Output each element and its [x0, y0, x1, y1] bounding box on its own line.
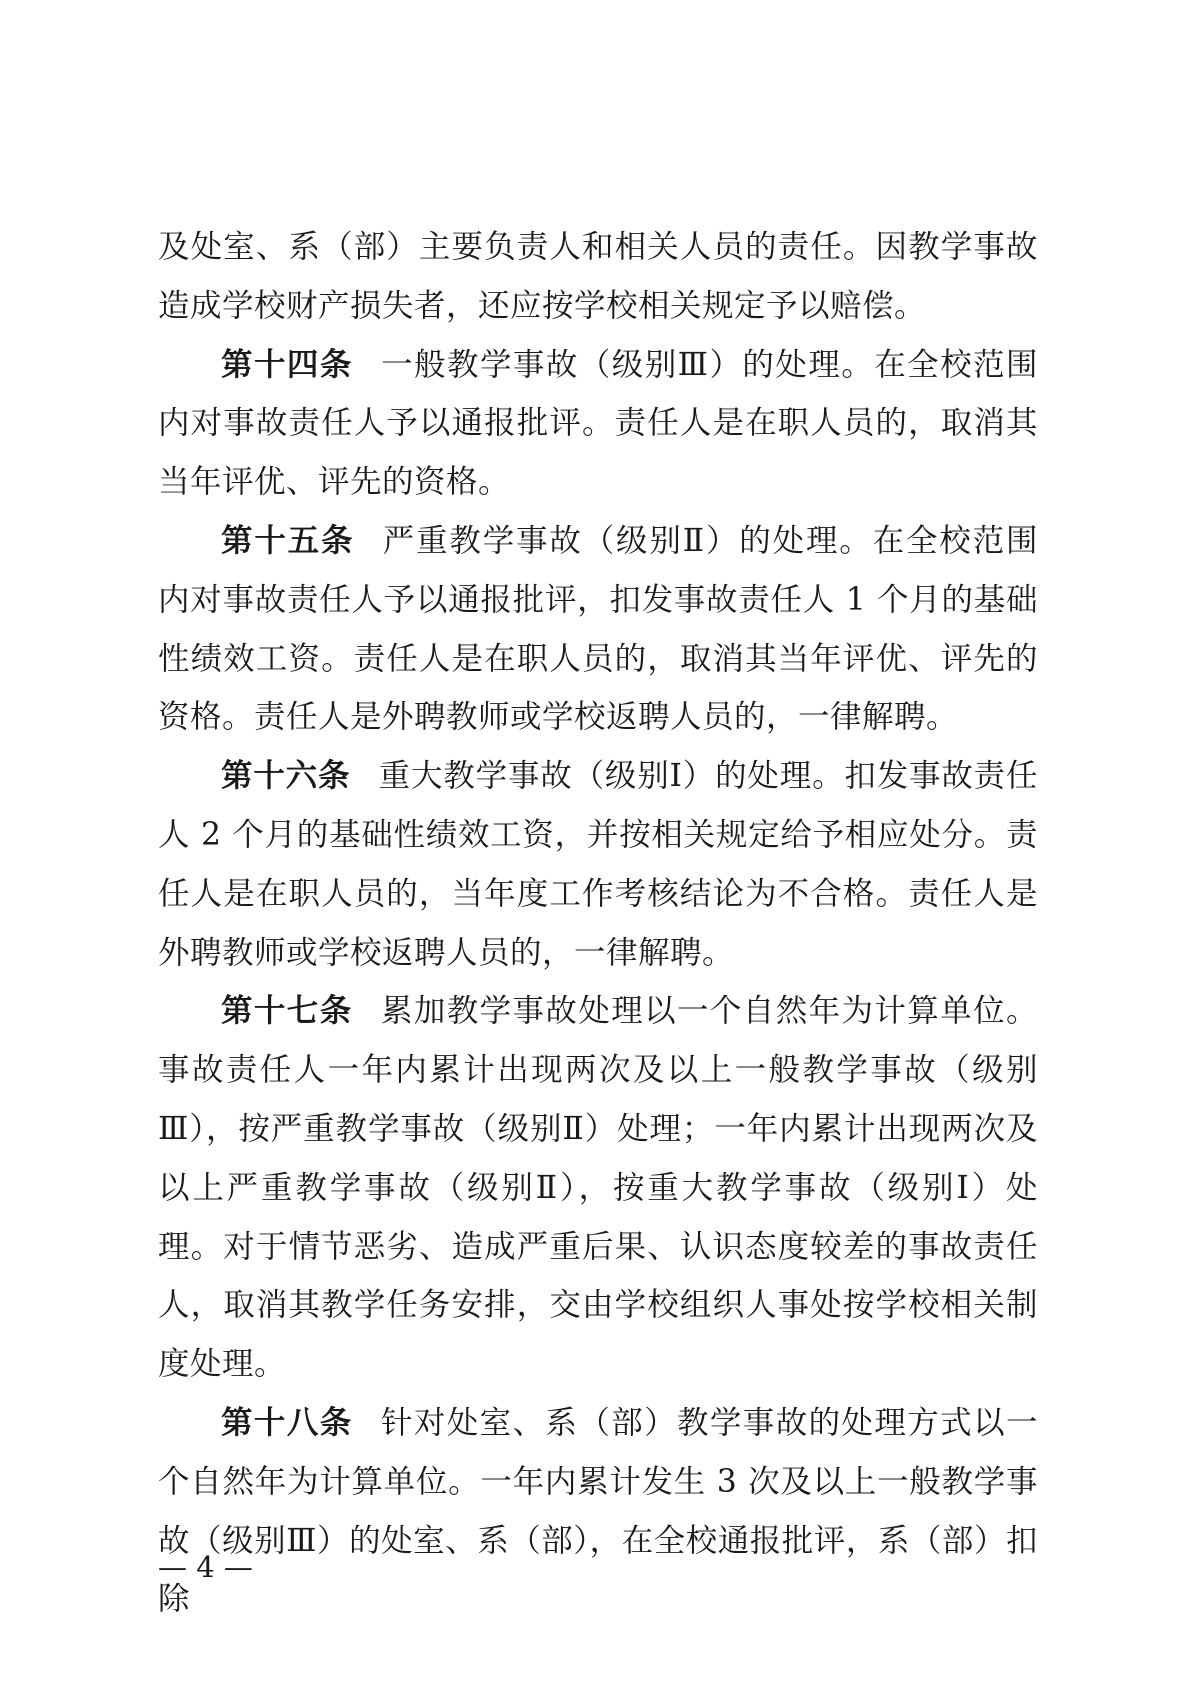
- page-number: — 4 —: [158, 1550, 253, 1584]
- article-18-paragraph: [158, 1394, 1038, 1629]
- paragraph-text: 针对处室、系（部）教学事故的处理方式以一个自然年为计算单位。一年内累计发生 3 次及以上一般教学事故（级别Ⅲ）的处室、系（部），在全校通报批评，系（部）扣除: [158, 1404, 1038, 1618]
- paragraph-continuation: [158, 218, 1038, 336]
- article-17-paragraph: [158, 982, 1038, 1394]
- article-number: 第十四条: [221, 345, 353, 383]
- article-number: 第十七条: [221, 992, 353, 1030]
- article-number: 第十八条: [221, 1403, 353, 1441]
- paragraph-text: 一般教学事故（级别Ⅲ）的处理。在全校范围内对事故责任人予以通报批评。责任人是在职人员的，取消其当年评优、评先的资格。: [158, 346, 1038, 501]
- paragraph-text: 及处室、系（部）主要负责人和相关人员的责任。因教学事故造成学校财产损失者，还应按学校相关规定予以赔偿。: [158, 229, 1038, 324]
- article-number: 第十六条: [221, 757, 351, 795]
- article-14-paragraph: [158, 336, 1038, 512]
- paragraph-text: 严重教学事故（级别Ⅱ）的处理。在全校范围内对事故责任人予以通报批评，扣发事故责任人 1 个月的基础性绩效工资。责任人是在职人员的，取消其当年评优、评先的资格。责任人是外聘教师或学校返聘人员的，一律解聘。: [158, 522, 1038, 736]
- document-body: [158, 218, 1038, 1629]
- article-16-paragraph: [158, 747, 1038, 982]
- paragraph-text: 累加教学事故处理以一个自然年为计算单位。事故责任人一年内累计出现两次及以上一般教学事故（级别Ⅲ），按严重教学事故（级别Ⅱ）处理；一年内累计出现两次及以上严重教学事故（级别Ⅱ），按重大教学事故（级别Ⅰ）处理。对于情节恶劣、造成严重后果、认识态度较差的事故责任人，取消其教学任务安排，交由学校组织人事处按学校相关制度处理。: [158, 993, 1038, 1383]
- article-number: 第十五条: [221, 521, 355, 559]
- article-15-paragraph: [158, 512, 1038, 747]
- paragraph-text: 重大教学事故（级别Ⅰ）的处理。扣发事故责任人 2 个月的基础性绩效工资，并按相关规定给予相应处分。责任人是在职人员的，当年度工作考核结论为不合格。责任人是外聘教师或学校返聘人员的，一律解聘。: [158, 758, 1038, 971]
